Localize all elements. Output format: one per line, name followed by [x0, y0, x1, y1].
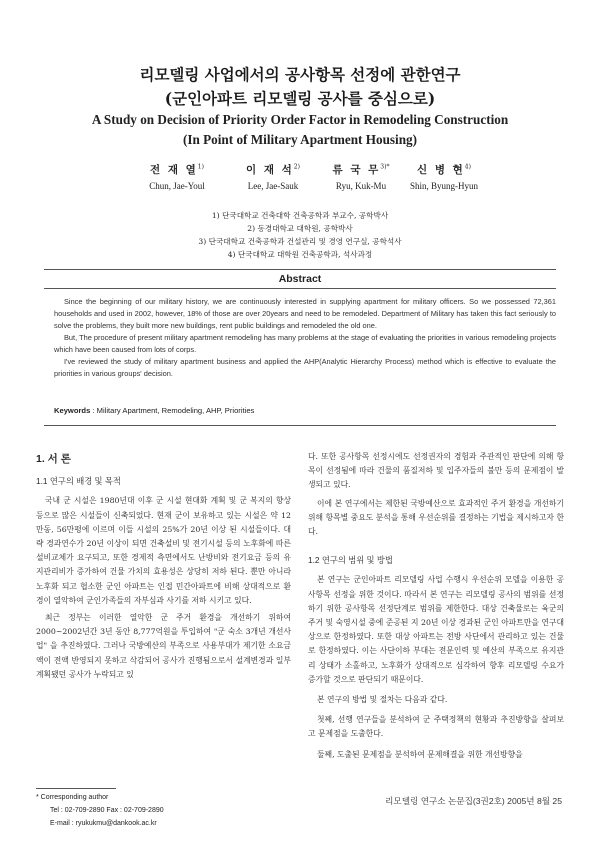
abstract-bottom-rule: [44, 425, 556, 426]
author-name-ko: 이 재 석: [246, 164, 294, 176]
author-4: [384, 162, 504, 191]
affiliation-item: 1) 단국대학교 건축대학 건축공학과 부교수, 공학박사: [211, 211, 389, 220]
body-paragraph: 둘째, 도출된 문제점을 분석하여 문제해결을 위한 개선방향을: [317, 749, 523, 759]
body-paragraph: 첫째, 선행 연구들을 분석하여 군 주택정책의 현황과 추진방향을 살펴보고 문제점을 도출한다.: [308, 715, 564, 739]
body-paragraph: 최근 정부는 이러한 열악한 군 주거 환경을 개선하기 위하여 2000~2002년간 3년 동안 8,777억원을 투입하여 "군 숙소 3개년 개선사업" 을 추진하였다. 그러나 국방예산의 부족으로 사용부대가 제기한 소요금액이 전액 반영되지 못하고 삭감되어 공사가 진행됨으로서 설계변경과 일부 계획됐던 공사가 누락되고 있: [36, 613, 291, 679]
footnote-email: E-mail : ryukukmu@dankook.ac.kr: [50, 820, 157, 827]
abstract-paragraph: But, The procedure of present military apartment remodeling has many problems at the stage of evaluating the priorities in various remodeling projects which have been caused from lots of corps.: [54, 333, 556, 354]
body-paragraph: 본 연구는 군인아파트 리모델링 사업 수행시 우선순위 모델을 이용한 공사항목 선정을 위한 것이다. 따라서 본 연구는 리모델링 공사의 범위를 선정하기 위한 공사항목 선정단계로 범위를 제한한다. 대상 건축물로는 육군의 주거 및 숙영시설 중에 준공된 지 20년 이상 경과된 군인 아파트만을 연구대상으로 한정하였다. 또한 대상 아파트는 전방 사단에서 관리하고 있는 건물로 한정하였다. 이는 사단이하 부대는 전문인력 및 예산의 부족으로 유지관리 상태가 소홀하고, 노후화가 상대적으로 심각하여 향후 리모델링 수요가 증가할 것으로 판단되기 때문이다.: [308, 575, 564, 684]
footnote-rule: [36, 788, 116, 789]
section-heading-introduction: 1. 서 론: [36, 453, 71, 465]
author-name-en: Shin, Byung-Hyun: [409, 181, 478, 191]
title-english: A Study on Decision of Priority Order Factor in Remodeling Construction: [91, 112, 509, 127]
keywords-list: : Military Apartment, Remodeling, AHP, Priorities: [92, 406, 255, 415]
footnote-tel: Tel : 02-709-2890 Fax : 02-709-2890: [50, 807, 164, 814]
title-korean: 리모델링 사업에서의 공사항목 선정에 관한연구: [139, 65, 461, 84]
keywords: [54, 406, 254, 415]
body-paragraph: 본 연구의 방법 및 절차는 다음과 같다.: [317, 695, 448, 705]
author-mark: 3)*: [380, 163, 390, 171]
abstract-paragraph: I've reviewed the study of military apartment business and applied the AHP(Analytic Hierarchy Process) method which is effective to evaluate the priorities in various groups' decision.: [54, 357, 556, 378]
subtitle-korean: (군인아파트 리모델링 공사를 중심으로): [164, 89, 436, 108]
subsection-heading-background: 1.1 연구의 배경 및 목적: [36, 476, 121, 487]
abstract-heading: Abstract: [278, 273, 322, 285]
author-name-ko: 신 병 현: [417, 164, 465, 176]
subsection-heading-scope: 1.2 연구의 범위 및 방법: [308, 555, 393, 566]
affiliations: [0, 209, 600, 261]
author-name-en: Ryu, Kuk-Mu: [335, 181, 387, 191]
author-name-en: Chun, Jae-Youl: [149, 181, 205, 191]
subtitle-english: (In Point of Military Apartment Housing): [182, 132, 418, 147]
author-mark: 4): [464, 163, 471, 171]
author-name-ko: 류 국 무: [332, 164, 381, 176]
page-footer: 리모델링 연구소 논문집(3권2호) 2005년 8월 25: [385, 796, 562, 806]
body-paragraph: 국내 군 시설은 1980년대 이후 군 시설 현대화 계획 및 군 복지의 향상 등으로 많은 시설들이 신축되었다. 현재 군이 보유하고 있는 시설은 약 12만동, 56만평에 이르며 이들 시설의 25%가 20년 이상 된 시설들이다. 대략 경과연수가 20년 이상이 되면 건축설비 및 전기시설 등의 노후화에 따른 설비교체가 요구되고, 또한 경제적 측면에서도 난방비와 전기요금 등의 유지관리비가 증가하여 건물 가치의 효용성은 상당히 저하 된다. 뿐만 아니라 노후화 되고 협소한 군인 아파트는 인접 민간아파트에 비해 상대적으로 환경이 열악하여 군인가족들의 자부심과 사기를 저하 시키고 있다.: [36, 496, 291, 605]
right-column: [308, 450, 564, 762]
abstract-heading-rule: [44, 288, 556, 289]
author-name-ko: 전 재 열: [150, 164, 198, 176]
footnote: [36, 791, 164, 830]
author-mark: 2): [293, 163, 300, 171]
affiliation-item: 3) 단국대학교 건축공학과 건설관리 및 경영 연구실, 공학석사: [198, 237, 402, 246]
abstract-top-rule: [44, 269, 556, 270]
author-name-en: Lee, Jae-Sauk: [247, 181, 299, 191]
author-1: [122, 162, 232, 191]
affiliation-item: 4) 단국대학교 대학원 건축공학과, 석사과정: [227, 250, 373, 259]
footnote-head: * Corresponding author: [36, 794, 109, 801]
abstract-paragraph: Since the beginning of our military history, we are continuously interested in supplying apartment for military officers. So we possessed 72,361 households and used in 2002, however, 18% of those are over 20years and need to be remodeled. Department of Military has taken this fact seriously to solve the problems, they built more new buildings, rent public buildings and remodeled the old one.: [54, 297, 556, 330]
abstract-body: [54, 296, 556, 380]
affiliation-item: 2) 동경대학교 대학원, 공학박사: [247, 224, 353, 233]
left-column: [36, 452, 291, 682]
keywords-label: Keywords: [54, 406, 91, 415]
author-mark: 1): [197, 163, 204, 171]
body-paragraph: 이에 본 연구에서는 제한된 국방예산으로 효과적인 주거 환경을 개선하기 위해 항목별 중요도 분석을 통해 우선순위를 결정하는 기법을 제시하고자 한다.: [308, 498, 564, 537]
body-paragraph: 다. 또한 공사항목 선정시에도 선정권자의 경험과 주관적인 판단에 의해 항목이 선정됨에 따라 건물의 품질저하 및 입주자들의 불만 등의 문제점이 발생되고 있다.: [308, 452, 564, 490]
